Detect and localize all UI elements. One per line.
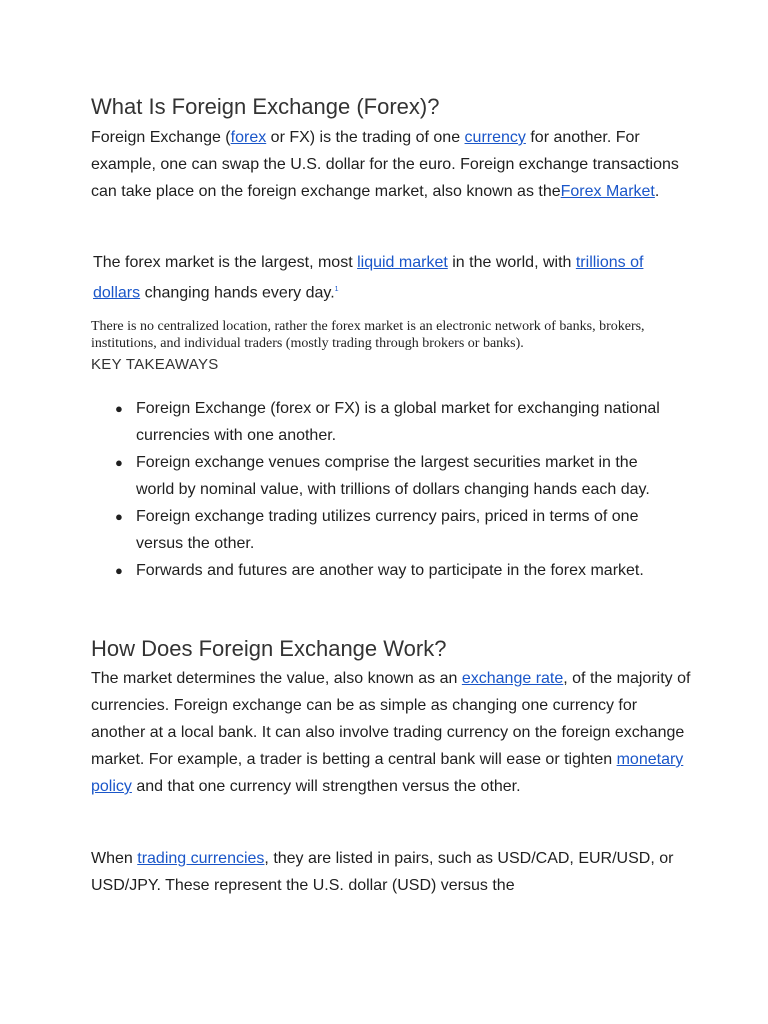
list-item xyxy=(115,503,675,557)
list-item-text: Foreign exchange venues comprise the largest securities market in the world by nominal value, with trillions of dollars changing hands each day. xyxy=(136,454,650,498)
list-item-text: Foreign Exchange (forex or FX) is a global market for exchanging national currencies with one another. xyxy=(136,400,660,444)
exchange-rate-paragraph xyxy=(91,665,691,800)
text-run: or FX) is the trading of one xyxy=(266,129,465,146)
liquid-market-link[interactable]: liquid market xyxy=(357,254,448,271)
page-title: What Is Foreign Exchange (Forex)? xyxy=(91,94,440,119)
trillions-of-dollars-link[interactable]: trillions of dollars xyxy=(93,254,644,302)
key-takeaways-heading: KEY TAKEAWAYS xyxy=(91,356,219,373)
text-run: , they are listed in pairs, such as USD/CAD, EUR/USD, or USD/JPY. These represent the U.S. dollar (USD) versus the xyxy=(91,850,674,894)
bullet-icon: ● xyxy=(115,563,123,578)
list-item-text: Forwards and futures are another way to participate in the forex market. xyxy=(136,562,644,579)
network-paragraph: There is no centralized location, rather the forex market is an electronic network of banks, brokers, institutions, and individual traders (mostly trading through brokers or banks). xyxy=(91,319,645,351)
footnote-marker[interactable]: 1 xyxy=(334,286,339,293)
list-item xyxy=(115,395,675,449)
market-size-paragraph xyxy=(93,249,693,306)
forex-link[interactable]: forex xyxy=(230,129,267,146)
list-item xyxy=(115,449,675,503)
list-item-text: Foreign exchange trading utilizes currency pairs, priced in terms of one versus the other. xyxy=(136,508,639,552)
key-takeaways-list xyxy=(115,395,675,584)
currency-pairs-paragraph xyxy=(91,845,691,899)
list-item xyxy=(115,557,675,584)
currency-link[interactable]: currency xyxy=(464,129,526,146)
text-run: for another. For example, one can swap the U.S. dollar for the euro. Foreign exchange transactions can take place on the foreign exchange market, also known as the xyxy=(91,129,679,200)
text-run: changing hands every day. xyxy=(140,284,335,302)
section-heading: How Does Foreign Exchange Work? xyxy=(91,636,447,661)
text-run: and that one currency will strengthen versus the other. xyxy=(131,778,521,795)
text-run: Foreign Exchange ( xyxy=(91,129,231,146)
intro-paragraph xyxy=(91,124,691,205)
bullet-icon: ● xyxy=(115,455,123,470)
text-run: . xyxy=(654,183,660,200)
text-run: , of the majority of currencies. Foreign exchange can be as simple as changing one currency for another at a local bank. It can also involve trading currency on the foreign exchange market. For example, a trader is betting a central bank will ease or tighten xyxy=(91,670,691,768)
text-run: The forex market is the largest, most xyxy=(93,254,358,271)
forex-market-link[interactable]: Forex Market xyxy=(560,183,655,200)
text-run: in the world, with xyxy=(447,254,576,271)
text-run: The market determines the value, also known as an xyxy=(91,670,462,687)
exchange-rate-link[interactable]: exchange rate xyxy=(461,670,564,687)
trading-currencies-link[interactable]: trading currencies xyxy=(137,850,265,867)
bullet-icon: ● xyxy=(115,401,123,416)
monetary-policy-link[interactable]: monetary policy xyxy=(91,751,684,795)
text-run: When xyxy=(91,850,138,867)
bullet-icon: ● xyxy=(115,509,123,524)
